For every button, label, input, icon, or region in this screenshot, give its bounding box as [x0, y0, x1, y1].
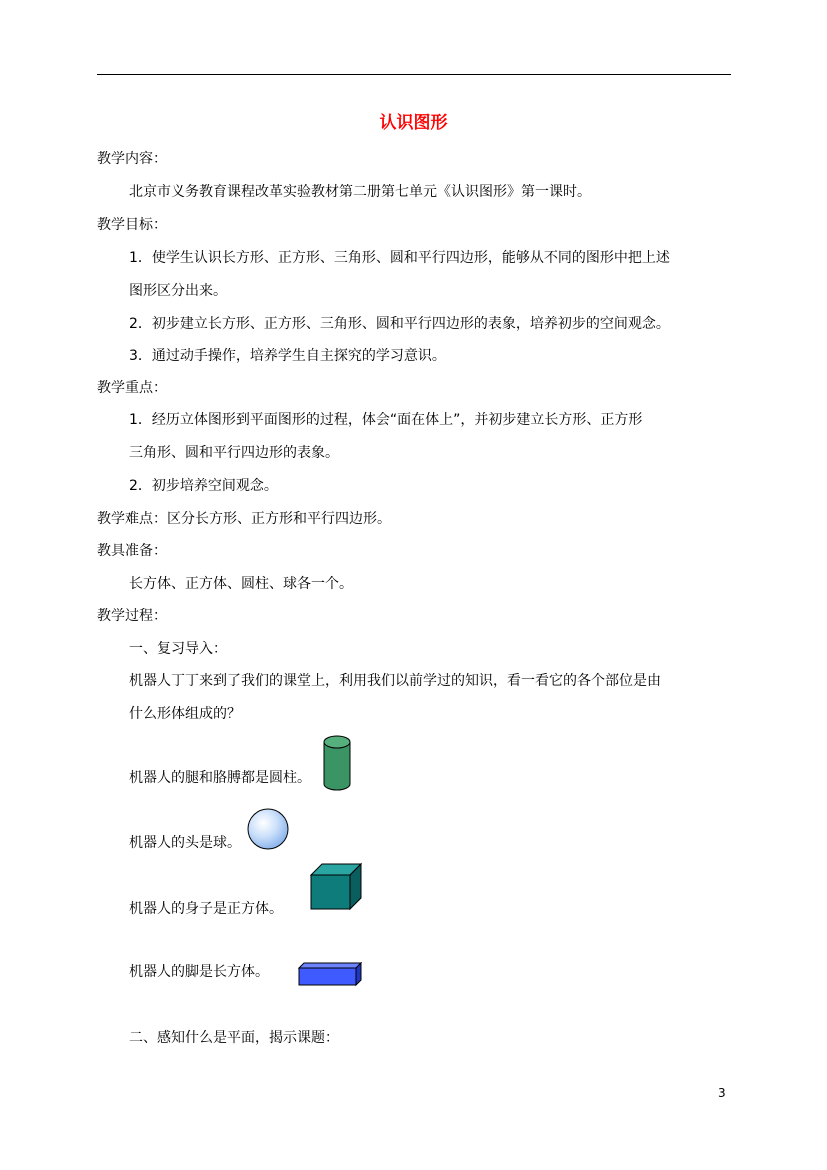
- robot-feet-text: 机器人的脚是长方体。: [129, 964, 269, 980]
- cylinder-figure: [322, 734, 352, 792]
- document-title: 认识图形: [379, 113, 448, 133]
- key-point-1-line-1: 1．经历立体图形到平面图形的过程，体会“面在体上”，并初步建立长方形、正方形: [129, 412, 643, 428]
- heading-materials: 教具准备：: [97, 543, 167, 559]
- cuboid-figure: [297, 961, 363, 987]
- section-2-heading: 二、感知什么是平面，揭示课题：: [129, 1030, 339, 1046]
- robot-head-text: 机器人的头是球。: [129, 835, 241, 851]
- objective-1-line-1: 1．使学生认识长方形、正方形、三角形、圆和平行四边形，能够从不同的图形中把上述: [129, 250, 670, 266]
- section-1-intro-line-1: 机器人丁丁来到了我们的课堂上，利用我们以前学过的知识，看一看它的各个部位是由: [129, 673, 661, 689]
- key-point-1-line-2: 三角形、圆和平行四边形的表象。: [129, 445, 339, 461]
- difficult-point: 教学难点：区分长方形、正方形和平行四边形。: [97, 511, 391, 527]
- key-point-2: 2．初步培养空间观念。: [129, 478, 278, 494]
- paragraph-textbook: 北京市义务教育课程改革实验教材第二册第七单元《认识图形》第一课时。: [129, 184, 591, 200]
- robot-body-text: 机器人的身子是正方体。: [129, 901, 283, 917]
- heading-process: 教学过程：: [97, 608, 167, 624]
- header-rule: [97, 74, 731, 75]
- heading-objectives: 教学目标：: [97, 217, 167, 233]
- objective-2: 2．初步建立长方形、正方形、三角形、圆和平行四边形的表象，培养初步的空间观念。: [129, 316, 670, 332]
- section-1-heading: 一、复习导入：: [129, 641, 227, 657]
- cube-figure: [309, 862, 363, 912]
- section-1-intro-line-2: 什么形体组成的？: [129, 706, 241, 722]
- sphere-figure: [246, 807, 290, 851]
- heading-content: 教学内容：: [97, 151, 167, 167]
- objective-3: 3．通过动手操作，培养学生自主探究的学习意识。: [129, 348, 446, 364]
- materials-list: 长方体、正方体、圆柱、球各一个。: [129, 576, 353, 592]
- objective-1-line-2: 图形区分出来。: [129, 283, 227, 299]
- page-number: 3: [718, 1086, 726, 1100]
- heading-key-points: 教学重点：: [97, 380, 167, 396]
- robot-limbs-text: 机器人的腿和胳膊都是圆柱。: [129, 770, 311, 786]
